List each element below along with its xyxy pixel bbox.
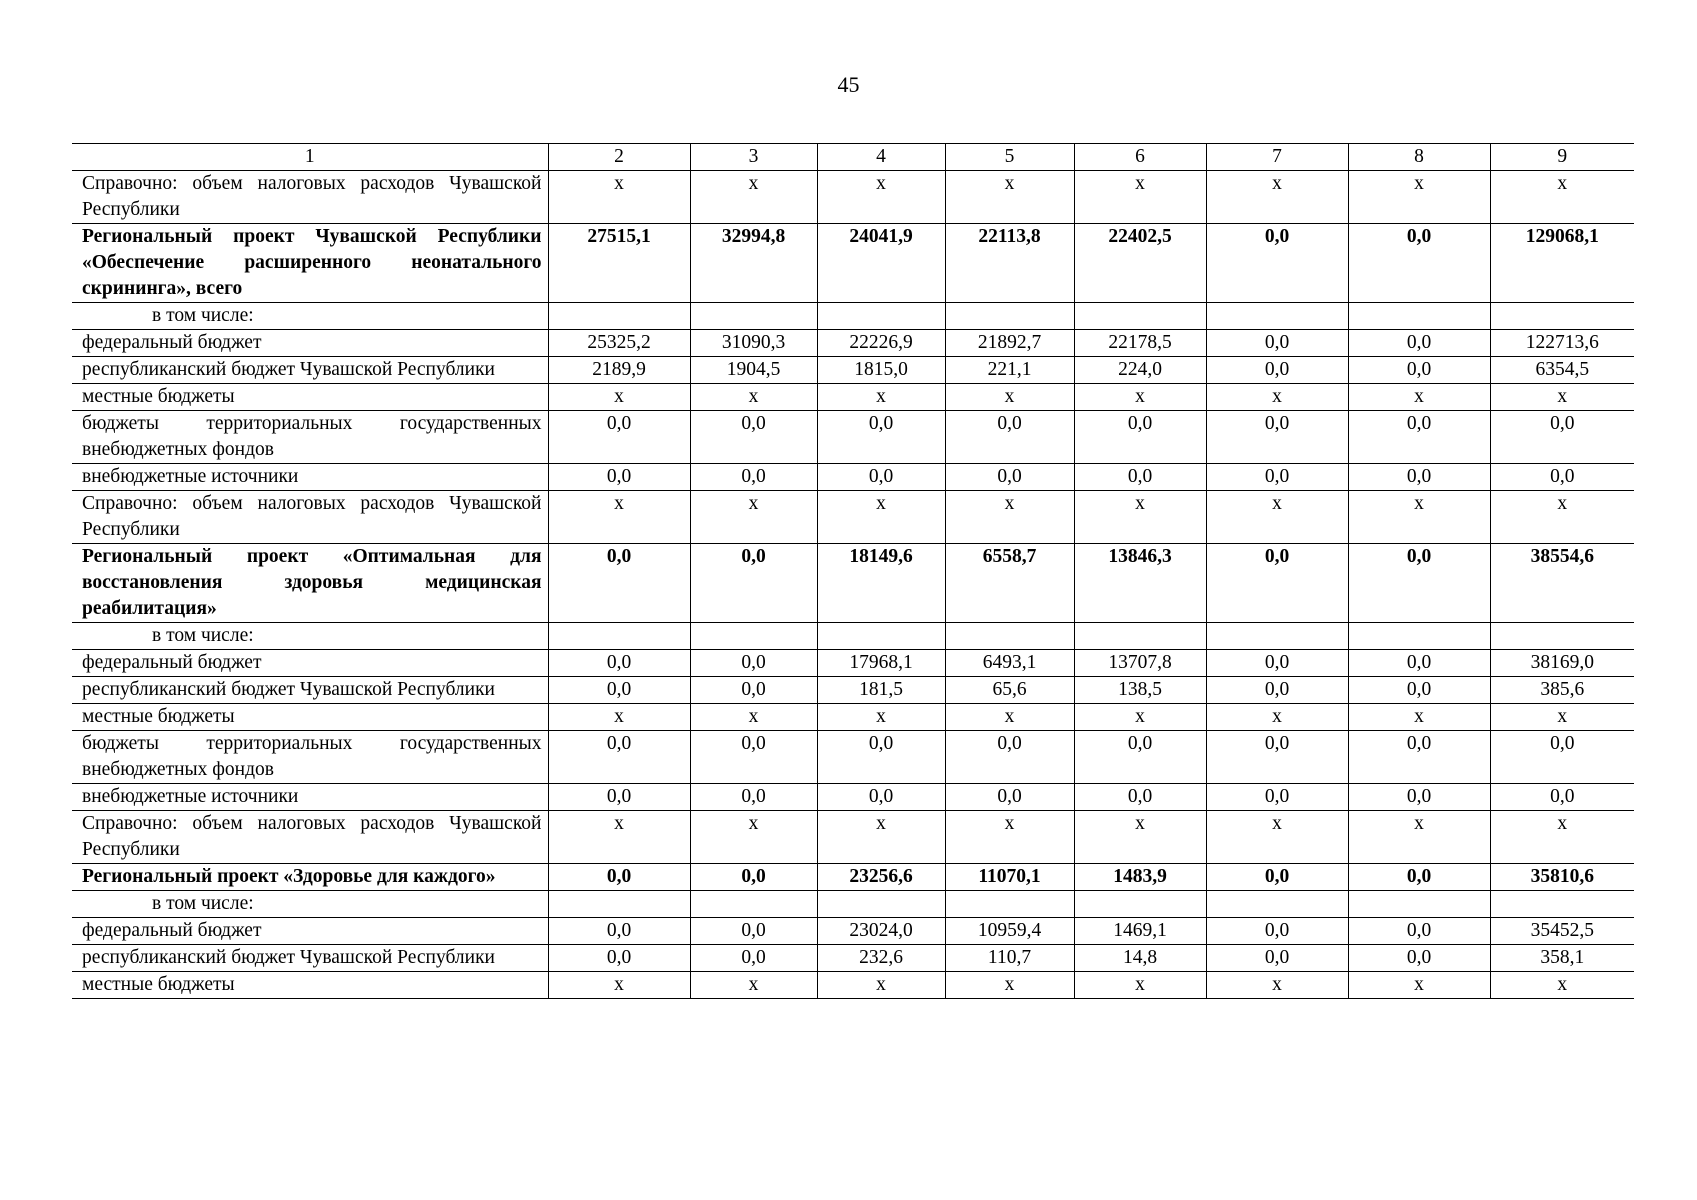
value-cell: x: [945, 171, 1074, 224]
value-cell: x: [690, 384, 817, 411]
value-cell: x: [548, 972, 690, 999]
table-row: [72, 891, 1634, 918]
value-cell: [1348, 303, 1490, 330]
value-cell: 0,0: [1348, 677, 1490, 704]
value-cell: x: [1074, 491, 1206, 544]
value-cell: 0,0: [1206, 945, 1348, 972]
value-cell: 0,0: [1206, 918, 1348, 945]
value-cell: 0,0: [817, 784, 945, 811]
value-cell: 0,0: [548, 731, 690, 784]
value-cell: 27515,1: [548, 224, 690, 303]
value-cell: 25325,2: [548, 330, 690, 357]
value-cell: 65,6: [945, 677, 1074, 704]
value-cell: 0,0: [1348, 784, 1490, 811]
value-cell: x: [1074, 972, 1206, 999]
value-cell: x: [1348, 811, 1490, 864]
row-label: в том числе:: [72, 891, 548, 918]
project-total-row: [72, 864, 1634, 891]
value-cell: 110,7: [945, 945, 1074, 972]
value-cell: [1490, 303, 1634, 330]
value-cell: 0,0: [1348, 464, 1490, 491]
value-cell: x: [1348, 491, 1490, 544]
value-cell: [690, 891, 817, 918]
row-label: Справочно: объем налоговых расходов Чувашской Республики: [72, 491, 548, 544]
value-cell: 0,0: [1206, 224, 1348, 303]
row-label: федеральный бюджет: [72, 918, 548, 945]
value-cell: 0,0: [1490, 784, 1634, 811]
value-cell: x: [1206, 171, 1348, 224]
value-cell: 0,0: [1206, 650, 1348, 677]
value-cell: 224,0: [1074, 357, 1206, 384]
value-cell: 1469,1: [1074, 918, 1206, 945]
value-cell: 0,0: [1348, 224, 1490, 303]
value-cell: 358,1: [1490, 945, 1634, 972]
value-cell: x: [1206, 384, 1348, 411]
row-label: внебюджетные источники: [72, 464, 548, 491]
value-cell: 181,5: [817, 677, 945, 704]
value-cell: 0,0: [945, 411, 1074, 464]
value-cell: [1348, 891, 1490, 918]
value-cell: 0,0: [548, 784, 690, 811]
value-cell: [817, 303, 945, 330]
value-cell: [1490, 891, 1634, 918]
value-cell: 0,0: [1074, 784, 1206, 811]
value-cell: x: [1490, 491, 1634, 544]
value-cell: 0,0: [690, 864, 817, 891]
value-cell: 0,0: [1348, 731, 1490, 784]
table-row: [72, 704, 1634, 731]
value-cell: 24041,9: [817, 224, 945, 303]
value-cell: x: [1074, 811, 1206, 864]
value-cell: 0,0: [817, 731, 945, 784]
value-cell: 0,0: [1348, 544, 1490, 623]
value-cell: 38554,6: [1490, 544, 1634, 623]
value-cell: 13707,8: [1074, 650, 1206, 677]
value-cell: 1483,9: [1074, 864, 1206, 891]
table-row: [72, 171, 1634, 224]
value-cell: x: [690, 171, 817, 224]
value-cell: x: [690, 811, 817, 864]
table-body: [72, 144, 1634, 999]
table-row: [72, 330, 1634, 357]
value-cell: [945, 891, 1074, 918]
value-cell: 35452,5: [1490, 918, 1634, 945]
value-cell: 1904,5: [690, 357, 817, 384]
value-cell: 23024,0: [817, 918, 945, 945]
table-row: [72, 623, 1634, 650]
value-cell: 0,0: [945, 784, 1074, 811]
value-cell: 0,0: [817, 464, 945, 491]
value-cell: 138,5: [1074, 677, 1206, 704]
row-label: местные бюджеты: [72, 704, 548, 731]
value-cell: x: [1074, 384, 1206, 411]
row-label: Справочно: объем налоговых расходов Чувашской Республики: [72, 811, 548, 864]
value-cell: 0,0: [690, 411, 817, 464]
row-label: республиканский бюджет Чувашской Республики: [72, 677, 548, 704]
value-cell: 385,6: [1490, 677, 1634, 704]
value-cell: 13846,3: [1074, 544, 1206, 623]
project-total-row: [72, 544, 1634, 623]
value-cell: 31090,3: [690, 330, 817, 357]
value-cell: 0,0: [1206, 731, 1348, 784]
value-cell: x: [1348, 171, 1490, 224]
column-header: 2: [548, 144, 690, 171]
value-cell: x: [1348, 384, 1490, 411]
value-cell: 22178,5: [1074, 330, 1206, 357]
value-cell: [690, 303, 817, 330]
value-cell: 0,0: [945, 731, 1074, 784]
value-cell: 0,0: [1490, 731, 1634, 784]
value-cell: 0,0: [1348, 945, 1490, 972]
value-cell: x: [1074, 171, 1206, 224]
value-cell: x: [1348, 972, 1490, 999]
value-cell: 129068,1: [1490, 224, 1634, 303]
column-header: 7: [1206, 144, 1348, 171]
value-cell: 6558,7: [945, 544, 1074, 623]
value-cell: 17968,1: [817, 650, 945, 677]
table-row: [72, 784, 1634, 811]
value-cell: x: [548, 811, 690, 864]
column-header: 9: [1490, 144, 1634, 171]
value-cell: x: [945, 811, 1074, 864]
value-cell: x: [945, 972, 1074, 999]
value-cell: 221,1: [945, 357, 1074, 384]
table-row: [72, 357, 1634, 384]
budget-table: [72, 143, 1634, 999]
row-label: местные бюджеты: [72, 384, 548, 411]
value-cell: 0,0: [548, 464, 690, 491]
value-cell: 0,0: [1206, 864, 1348, 891]
value-cell: 0,0: [548, 677, 690, 704]
value-cell: 11070,1: [945, 864, 1074, 891]
table-row: [72, 972, 1634, 999]
value-cell: 0,0: [690, 784, 817, 811]
value-cell: 6493,1: [945, 650, 1074, 677]
value-cell: 0,0: [945, 464, 1074, 491]
column-header: 5: [945, 144, 1074, 171]
table-row: [72, 650, 1634, 677]
value-cell: 6354,5: [1490, 357, 1634, 384]
value-cell: [945, 623, 1074, 650]
value-cell: x: [1490, 384, 1634, 411]
table-row: [72, 491, 1634, 544]
value-cell: 0,0: [1206, 330, 1348, 357]
value-cell: [548, 623, 690, 650]
column-header: 8: [1348, 144, 1490, 171]
value-cell: 0,0: [1206, 411, 1348, 464]
value-cell: x: [1348, 704, 1490, 731]
value-cell: 0,0: [1206, 544, 1348, 623]
value-cell: 22402,5: [1074, 224, 1206, 303]
value-cell: x: [1490, 171, 1634, 224]
value-cell: x: [1074, 704, 1206, 731]
column-header: 6: [1074, 144, 1206, 171]
value-cell: x: [548, 171, 690, 224]
value-cell: 0,0: [1074, 411, 1206, 464]
value-cell: 0,0: [1348, 411, 1490, 464]
value-cell: [690, 623, 817, 650]
value-cell: 38169,0: [1490, 650, 1634, 677]
value-cell: [817, 623, 945, 650]
value-cell: [1348, 623, 1490, 650]
row-label: внебюджетные источники: [72, 784, 548, 811]
row-label: республиканский бюджет Чувашской Республики: [72, 945, 548, 972]
row-label: Региональный проект Чувашской Республики «Обеспечение расширенного неонатального скрининга», всего: [72, 224, 548, 303]
value-cell: 0,0: [1206, 357, 1348, 384]
header-row: [72, 144, 1634, 171]
value-cell: 0,0: [690, 945, 817, 972]
table-row: [72, 384, 1634, 411]
value-cell: x: [1206, 972, 1348, 999]
value-cell: 0,0: [1348, 357, 1490, 384]
value-cell: [548, 891, 690, 918]
row-label: республиканский бюджет Чувашской Республики: [72, 357, 548, 384]
value-cell: 0,0: [817, 411, 945, 464]
row-label: федеральный бюджет: [72, 330, 548, 357]
value-cell: 0,0: [548, 918, 690, 945]
value-cell: 0,0: [1490, 411, 1634, 464]
value-cell: 0,0: [690, 544, 817, 623]
value-cell: 0,0: [1348, 918, 1490, 945]
value-cell: [1206, 623, 1348, 650]
value-cell: 35810,6: [1490, 864, 1634, 891]
value-cell: 0,0: [690, 650, 817, 677]
value-cell: 1815,0: [817, 357, 945, 384]
value-cell: 0,0: [1206, 784, 1348, 811]
value-cell: [1206, 303, 1348, 330]
value-cell: x: [817, 972, 945, 999]
value-cell: [1074, 891, 1206, 918]
value-cell: 0,0: [690, 731, 817, 784]
page-number: 45: [837, 72, 860, 97]
row-label: бюджеты территориальных государственных внебюджетных фондов: [72, 411, 548, 464]
value-cell: x: [548, 491, 690, 544]
value-cell: 0,0: [548, 650, 690, 677]
value-cell: 0,0: [690, 677, 817, 704]
row-label: Справочно: объем налоговых расходов Чувашской Республики: [72, 171, 548, 224]
value-cell: 23256,6: [817, 864, 945, 891]
row-label: местные бюджеты: [72, 972, 548, 999]
value-cell: 21892,7: [945, 330, 1074, 357]
table-row: [72, 731, 1634, 784]
value-cell: [945, 303, 1074, 330]
value-cell: 0,0: [1348, 650, 1490, 677]
value-cell: 0,0: [690, 464, 817, 491]
value-cell: x: [1490, 811, 1634, 864]
value-cell: x: [817, 704, 945, 731]
row-label: бюджеты территориальных государственных внебюджетных фондов: [72, 731, 548, 784]
value-cell: 22113,8: [945, 224, 1074, 303]
value-cell: [1074, 303, 1206, 330]
value-cell: x: [1490, 704, 1634, 731]
value-cell: 0,0: [1074, 731, 1206, 784]
table-row: [72, 811, 1634, 864]
value-cell: 0,0: [548, 411, 690, 464]
value-cell: x: [1206, 811, 1348, 864]
value-cell: [817, 891, 945, 918]
value-cell: 22226,9: [817, 330, 945, 357]
row-label: Региональный проект «Здоровье для каждого»: [72, 864, 548, 891]
table-row: [72, 303, 1634, 330]
value-cell: [1490, 623, 1634, 650]
value-cell: 0,0: [1206, 677, 1348, 704]
value-cell: x: [548, 384, 690, 411]
value-cell: x: [548, 704, 690, 731]
column-header: 4: [817, 144, 945, 171]
value-cell: 0,0: [548, 945, 690, 972]
value-cell: x: [690, 972, 817, 999]
value-cell: 14,8: [1074, 945, 1206, 972]
value-cell: x: [817, 171, 945, 224]
value-cell: 232,6: [817, 945, 945, 972]
row-label: в том числе:: [72, 303, 548, 330]
value-cell: 122713,6: [1490, 330, 1634, 357]
value-cell: 10959,4: [945, 918, 1074, 945]
value-cell: 0,0: [1490, 464, 1634, 491]
row-label: федеральный бюджет: [72, 650, 548, 677]
value-cell: 0,0: [1348, 864, 1490, 891]
value-cell: x: [1206, 704, 1348, 731]
value-cell: 2189,9: [548, 357, 690, 384]
value-cell: x: [945, 491, 1074, 544]
value-cell: x: [817, 384, 945, 411]
value-cell: 32994,8: [690, 224, 817, 303]
value-cell: x: [1206, 491, 1348, 544]
table-row: [72, 464, 1634, 491]
table-row: [72, 677, 1634, 704]
row-label: Региональный проект «Оптимальная для восстановления здоровья медицинская реабилитация»: [72, 544, 548, 623]
value-cell: x: [690, 491, 817, 544]
value-cell: [1206, 891, 1348, 918]
value-cell: 0,0: [1206, 464, 1348, 491]
project-total-row: [72, 224, 1634, 303]
table-row: [72, 945, 1634, 972]
row-label: в том числе:: [72, 623, 548, 650]
value-cell: x: [817, 491, 945, 544]
value-cell: x: [817, 811, 945, 864]
value-cell: [1074, 623, 1206, 650]
value-cell: 0,0: [548, 864, 690, 891]
table-row: [72, 411, 1634, 464]
table-row: [72, 918, 1634, 945]
column-header: 1: [72, 144, 548, 171]
value-cell: 0,0: [1348, 330, 1490, 357]
value-cell: 0,0: [1074, 464, 1206, 491]
value-cell: 0,0: [690, 918, 817, 945]
value-cell: x: [945, 384, 1074, 411]
column-header: 3: [690, 144, 817, 171]
value-cell: 18149,6: [817, 544, 945, 623]
value-cell: x: [1490, 972, 1634, 999]
value-cell: [548, 303, 690, 330]
value-cell: x: [945, 704, 1074, 731]
value-cell: 0,0: [548, 544, 690, 623]
value-cell: x: [690, 704, 817, 731]
